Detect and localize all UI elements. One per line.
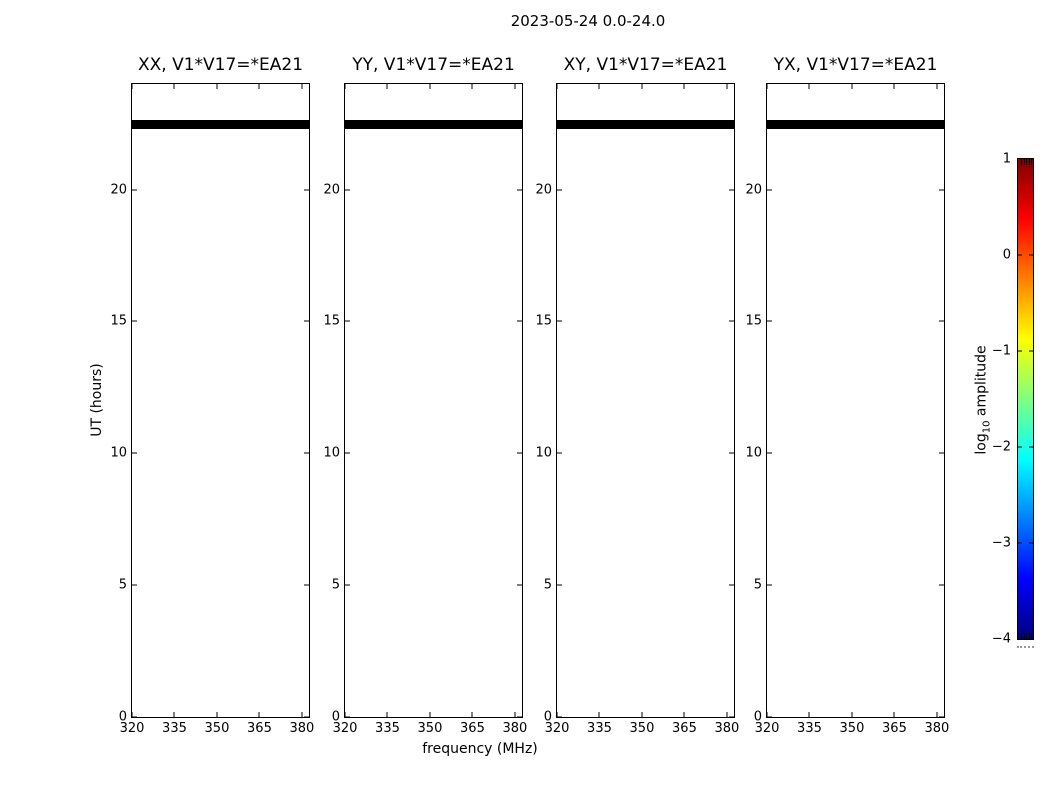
x-tick-mark xyxy=(429,84,430,89)
y-tick-mark xyxy=(132,189,137,190)
panel-xx-title: XX, V1*V17=*EA21 xyxy=(137,55,304,75)
colorbar-tick-label: 1 xyxy=(1002,151,1011,167)
x-tick-mark xyxy=(767,84,768,89)
x-tick-label: 380 xyxy=(502,721,528,736)
x-tick-label: 335 xyxy=(797,721,822,736)
x-tick-mark xyxy=(174,712,175,717)
x-tick-mark xyxy=(216,712,217,717)
colorbar-tick-mark xyxy=(1029,447,1033,448)
x-tick-mark xyxy=(809,84,810,89)
y-tick-label: 0 xyxy=(331,709,340,725)
colorbar-minor-tick xyxy=(1031,159,1032,165)
y-tick-label: 0 xyxy=(753,709,762,725)
colorbar-tick-mark xyxy=(1029,351,1033,352)
y-tick-label: 10 xyxy=(110,445,127,461)
y-tick-mark xyxy=(767,321,772,322)
y-tick-mark xyxy=(345,321,350,322)
y-tick-label: 20 xyxy=(110,182,127,197)
colorbar-tick-mark xyxy=(1018,255,1022,256)
colorbar-tick-mark xyxy=(1018,351,1022,352)
y-tick-mark xyxy=(304,585,309,586)
y-tick-label: 10 xyxy=(323,445,340,461)
y-tick-mark xyxy=(517,585,522,586)
x-tick-mark xyxy=(345,84,346,89)
y-tick-label: 15 xyxy=(110,313,127,329)
colorbar-tick-label: −1 xyxy=(991,343,1011,359)
panel-yy-title: YY, V1*V17=*EA21 xyxy=(352,55,515,75)
colorbar-minor-tick xyxy=(1026,159,1027,165)
colorbar-tick-label: −4 xyxy=(991,631,1011,647)
y-tick-mark xyxy=(767,585,772,586)
colorbar-minor-tick xyxy=(1029,633,1030,639)
y-tick-mark xyxy=(729,321,734,322)
x-tick-mark xyxy=(641,712,642,717)
panel-xx xyxy=(110,55,315,736)
y-tick-label: 5 xyxy=(331,577,340,593)
x-tick-label: 320 xyxy=(754,721,780,736)
figure-title: 2023-05-24 0.0-24.0 xyxy=(510,12,666,30)
x-tick-mark xyxy=(684,84,685,89)
y-tick-mark xyxy=(557,585,562,586)
y-tick-mark xyxy=(939,585,944,586)
y-tick-mark xyxy=(304,189,309,190)
x-tick-label: 320 xyxy=(544,721,570,736)
y-tick-mark xyxy=(767,717,772,718)
y-tick-mark xyxy=(557,453,562,454)
y-tick-label: 5 xyxy=(753,577,762,593)
colorbar-minor-tick xyxy=(1021,633,1022,639)
y-tick-mark xyxy=(132,717,137,718)
panel-xy xyxy=(535,55,740,736)
x-tick-mark xyxy=(557,84,558,89)
y-tick-mark xyxy=(767,189,772,190)
colorbar-minor-tick xyxy=(1026,633,1027,639)
colorbar-label: $\log_{10}$ amplitude xyxy=(973,345,993,455)
x-tick-mark xyxy=(472,84,473,89)
y-tick-label: 15 xyxy=(535,313,552,329)
x-tick-mark xyxy=(726,84,727,89)
y-tick-mark xyxy=(939,321,944,322)
y-tick-mark xyxy=(729,717,734,718)
colorbar-minor-tick xyxy=(1021,159,1022,165)
x-tick-mark xyxy=(429,712,430,717)
y-tick-mark xyxy=(132,585,137,586)
data-band xyxy=(767,120,944,128)
y-tick-label: 5 xyxy=(118,577,127,593)
y-tick-mark xyxy=(557,189,562,190)
x-tick-label: 350 xyxy=(629,721,655,736)
x-tick-mark xyxy=(726,712,727,717)
panel-yx-title: YX, V1*V17=*EA21 xyxy=(773,55,938,75)
y-tick-label: 5 xyxy=(543,577,552,593)
panel-yy xyxy=(323,55,528,736)
x-tick-label: 380 xyxy=(714,721,740,736)
panel-xy-title: XY, V1*V17=*EA21 xyxy=(563,55,728,75)
y-tick-mark xyxy=(767,453,772,454)
x-tick-mark xyxy=(599,84,600,89)
x-tick-mark xyxy=(851,712,852,717)
x-tick-mark xyxy=(851,84,852,89)
y-tick-label: 15 xyxy=(323,313,340,329)
y-tick-label: 15 xyxy=(745,313,762,329)
colorbar-tick-label: 0 xyxy=(1002,247,1011,263)
x-tick-mark xyxy=(894,84,895,89)
x-tick-label: 320 xyxy=(332,721,358,736)
x-tick-mark xyxy=(301,712,302,717)
x-tick-mark xyxy=(387,712,388,717)
colorbar-minor-tick xyxy=(1031,633,1032,639)
y-tick-mark xyxy=(345,189,350,190)
x-tick-label: 335 xyxy=(587,721,612,736)
x-tick-label: 365 xyxy=(247,721,272,736)
x-tick-mark xyxy=(259,84,260,89)
x-tick-mark xyxy=(641,84,642,89)
y-tick-mark xyxy=(517,189,522,190)
colorbar-tick-label: −2 xyxy=(991,439,1011,455)
x-tick-mark xyxy=(514,84,515,89)
y-tick-mark xyxy=(517,717,522,718)
colorbar-tick-mark xyxy=(1029,255,1033,256)
y-tick-mark xyxy=(557,321,562,322)
x-tick-mark xyxy=(684,712,685,717)
x-axis-label: frequency (MHz) xyxy=(422,741,538,757)
y-tick-label: 0 xyxy=(118,709,127,725)
x-tick-mark xyxy=(174,84,175,89)
x-tick-mark xyxy=(809,712,810,717)
y-tick-mark xyxy=(304,321,309,322)
colorbar xyxy=(991,151,1034,647)
colorbar-tick-mark xyxy=(1029,543,1033,544)
y-tick-label: 10 xyxy=(745,445,762,461)
x-tick-mark xyxy=(472,712,473,717)
y-tick-mark xyxy=(304,453,309,454)
x-tick-mark xyxy=(936,712,937,717)
y-tick-mark xyxy=(729,189,734,190)
y-tick-mark xyxy=(729,453,734,454)
x-tick-mark xyxy=(894,712,895,717)
x-tick-mark xyxy=(936,84,937,89)
y-tick-mark xyxy=(517,453,522,454)
y-tick-mark xyxy=(304,717,309,718)
y-tick-mark xyxy=(939,189,944,190)
y-tick-label: 10 xyxy=(535,445,552,461)
x-tick-mark xyxy=(259,712,260,717)
x-tick-label: 380 xyxy=(289,721,315,736)
x-tick-label: 320 xyxy=(119,721,145,736)
y-tick-label: 20 xyxy=(323,182,340,197)
colorbar-tick-mark xyxy=(1018,447,1022,448)
data-band xyxy=(345,120,522,128)
y-tick-mark xyxy=(729,585,734,586)
x-tick-label: 365 xyxy=(460,721,485,736)
x-tick-label: 380 xyxy=(924,721,950,736)
colorbar-extension-dots xyxy=(1017,646,1034,648)
y-tick-label: 0 xyxy=(543,709,552,725)
x-tick-label: 350 xyxy=(839,721,865,736)
y-tick-mark xyxy=(939,453,944,454)
y-tick-mark xyxy=(557,717,562,718)
x-tick-mark xyxy=(514,712,515,717)
y-tick-mark xyxy=(517,321,522,322)
colorbar-minor-tick xyxy=(1024,159,1025,165)
x-tick-label: 335 xyxy=(375,721,400,736)
y-tick-label: 20 xyxy=(745,182,762,197)
panel-yx xyxy=(745,55,950,736)
colorbar-tick-mark xyxy=(1018,543,1022,544)
data-band xyxy=(132,120,309,128)
y-tick-mark xyxy=(345,585,350,586)
data-band xyxy=(557,120,734,128)
colorbar-minor-tick xyxy=(1024,633,1025,639)
colorbar-tick-label: −3 xyxy=(991,535,1011,551)
x-tick-mark xyxy=(216,84,217,89)
y-tick-mark xyxy=(345,717,350,718)
y-tick-mark xyxy=(345,453,350,454)
y-tick-mark xyxy=(132,321,137,322)
y-tick-label: 20 xyxy=(535,182,552,197)
y-tick-mark xyxy=(939,717,944,718)
x-tick-label: 350 xyxy=(417,721,443,736)
x-tick-label: 335 xyxy=(162,721,187,736)
x-tick-label: 350 xyxy=(204,721,230,736)
x-tick-mark xyxy=(132,84,133,89)
x-tick-label: 365 xyxy=(882,721,907,736)
x-tick-mark xyxy=(599,712,600,717)
y-axis-label: UT (hours) xyxy=(89,363,105,437)
x-tick-label: 365 xyxy=(672,721,697,736)
x-tick-mark xyxy=(301,84,302,89)
y-tick-mark xyxy=(132,453,137,454)
x-tick-mark xyxy=(387,84,388,89)
colorbar-minor-tick xyxy=(1029,159,1030,165)
